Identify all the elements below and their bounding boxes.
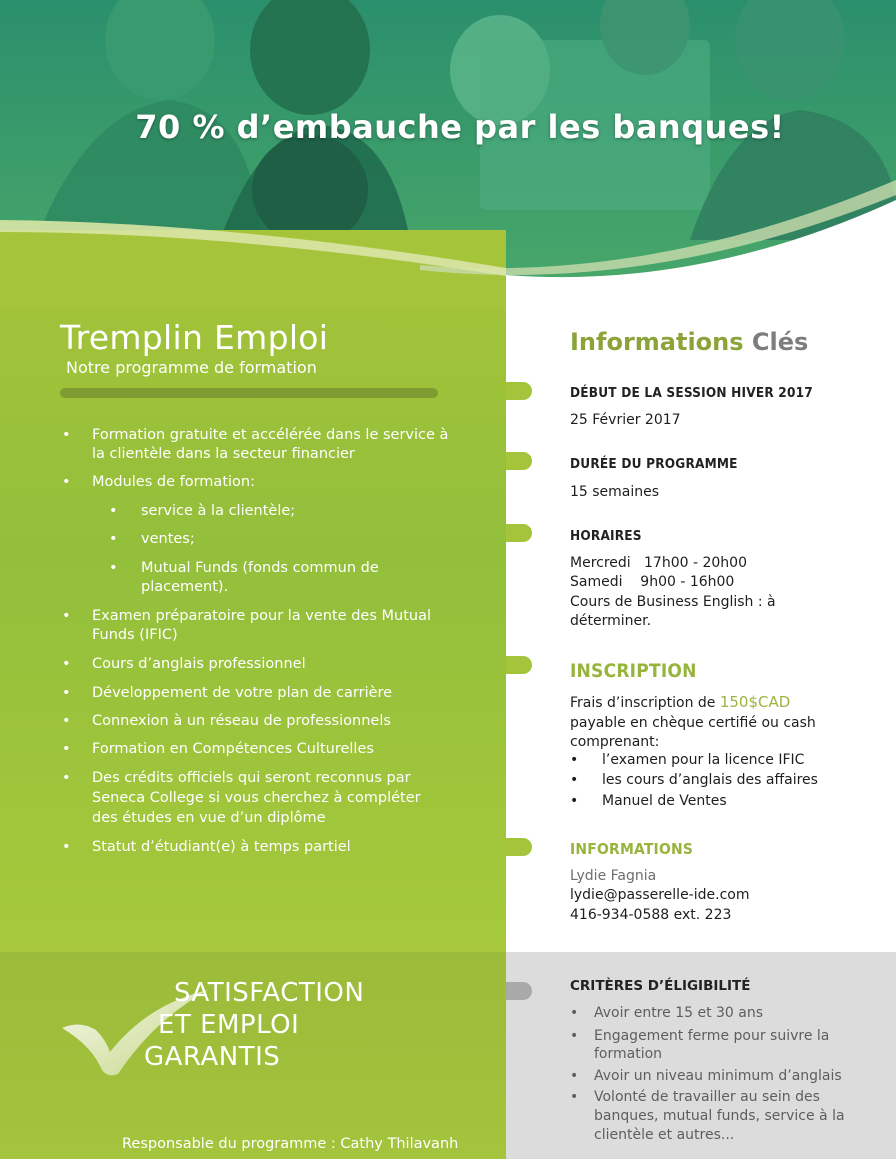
criteria-item-continued <box>594 1107 874 1127</box>
bullet: • <box>62 685 71 701</box>
criteria-heading: CRITÈRES D’ÉLIGIBILITÉ <box>570 978 751 994</box>
feature-text: la clientèle dans la secteur financier <box>92 446 355 462</box>
feature-text: Examen préparatoire pour la vente des Mutual <box>92 608 431 624</box>
feature-subitem <box>109 501 296 521</box>
feature-text: Formation en Compétences Culturelles <box>92 741 374 757</box>
duration-value: 15 semaines <box>570 484 660 500</box>
section-tab <box>506 382 532 400</box>
feature-item-continued <box>92 808 326 828</box>
feature-text: Formation gratuite et accélérée dans le service à <box>92 427 449 443</box>
criteria-item <box>570 1067 874 1087</box>
fee-amount: 150$CAD <box>719 693 791 711</box>
satisfaction-line-2: ET EMPLOI <box>158 1010 300 1040</box>
feature-item <box>62 425 449 445</box>
contact-name: Lydie Fagnia <box>570 868 657 884</box>
section-tab <box>506 452 532 470</box>
bullet: • <box>570 1068 579 1084</box>
criteria-text: Engagement ferme pour suivre la <box>594 1028 830 1044</box>
section-tab <box>506 838 532 856</box>
wave-divider <box>0 180 896 310</box>
program-title: Tremplin Emploi <box>60 318 329 357</box>
included-text: les cours d’anglais des affaires <box>602 772 818 788</box>
contact-heading: INFORMATIONS <box>570 840 694 858</box>
feature-text: des études en vue d’un diplôme <box>92 810 326 826</box>
included-text: l’examen pour la licence IFIC <box>602 752 805 768</box>
bullet: • <box>62 427 71 443</box>
feature-text: Funds (IFIC) <box>92 627 178 643</box>
criteria-text: Avoir entre 15 et 30 ans <box>594 1005 764 1021</box>
session-date: 25 Février 2017 <box>570 412 681 428</box>
schedule-line: déterminer. <box>570 613 652 629</box>
criteria-text: banques, mutual funds, service à la <box>594 1108 845 1124</box>
session-heading: DÉBUT DE LA SESSION HIVER 2017 <box>570 385 813 401</box>
bullet: • <box>62 474 71 490</box>
criteria-text: formation <box>594 1046 663 1062</box>
feature-text: service à la clientèle; <box>141 503 296 519</box>
bullet: • <box>62 839 71 855</box>
bullet: • <box>62 656 71 672</box>
hero-title: 70 % d’embauche par les banques! <box>135 108 785 146</box>
bullet: • <box>62 608 71 624</box>
bullet: • <box>570 752 579 768</box>
feature-item <box>62 472 255 492</box>
info-title-word-2: Clés <box>751 328 809 356</box>
feature-item <box>62 739 374 759</box>
feature-subitem <box>109 558 379 578</box>
feature-text: Mutual Funds (fonds commun de <box>141 560 379 576</box>
feature-text: Développement de votre plan de carrière <box>92 685 393 701</box>
schedule-line: Samedi 9h00 - 16h00 <box>570 574 735 590</box>
info-title-word-1: Informations <box>570 328 744 356</box>
feature-text: Connexion à un réseau de professionnels <box>92 713 391 729</box>
feature-text: Statut d’étudiant(e) à temps partiel <box>92 839 351 855</box>
contact-email[interactable]: lydie@passerelle-ide.com <box>570 887 750 903</box>
criteria-item <box>570 1088 874 1108</box>
bullet: • <box>570 772 579 788</box>
criteria-item <box>570 1004 874 1024</box>
feature-item <box>62 768 411 788</box>
bullet: • <box>109 531 118 547</box>
section-tab <box>506 982 532 1000</box>
feature-text: placement). <box>141 579 229 595</box>
program-manager: Responsable du programme : Cathy Thilavanh <box>122 1136 459 1152</box>
feature-item <box>62 711 391 731</box>
criteria-text: clientèle et autres... <box>594 1127 735 1143</box>
included-text: Manuel de Ventes <box>602 793 727 809</box>
bullet: • <box>62 713 71 729</box>
feature-item-continued <box>92 788 421 808</box>
feature-item <box>62 837 351 857</box>
fee-prefix: Frais d’inscription de <box>570 695 720 711</box>
bullet: • <box>570 1089 579 1105</box>
schedule-line: Cours de Business English : à <box>570 594 776 610</box>
program-subtitle: Notre programme de formation <box>66 358 317 377</box>
bullet: • <box>570 793 579 809</box>
bullet: • <box>109 560 118 576</box>
criteria-item-continued <box>594 1126 874 1146</box>
info-title <box>570 328 808 356</box>
schedule-line: Mercredi 17h00 - 20h00 <box>570 555 747 571</box>
bullet: • <box>570 1005 579 1021</box>
criteria-text: Volonté de travailler au sein des <box>594 1089 820 1105</box>
bullet: • <box>62 741 71 757</box>
section-tab <box>506 524 532 542</box>
title-underline-bar <box>60 388 438 398</box>
feature-item <box>62 683 393 703</box>
contact-phone[interactable]: 416-934-0588 ext. 223 <box>570 907 732 923</box>
feature-item <box>62 654 306 674</box>
criteria-item-continued <box>594 1045 874 1065</box>
fee-detail: payable en chèque certifié ou cash <box>570 715 816 731</box>
feature-text: Cours d’anglais professionnel <box>92 656 306 672</box>
feature-text: Modules de formation: <box>92 474 255 490</box>
schedule-heading: HORAIRES <box>570 528 642 544</box>
bullet: • <box>109 503 118 519</box>
feature-subitem <box>109 529 195 549</box>
bullet: • <box>570 1028 579 1044</box>
fee-line <box>570 693 790 714</box>
inscription-heading: INSCRIPTION <box>570 660 697 682</box>
feature-text: Seneca College si vous cherchez à compléter <box>92 790 421 806</box>
section-tab <box>506 656 532 674</box>
duration-heading: DURÉE DU PROGRAMME <box>570 456 738 472</box>
feature-text: Des crédits officiels qui seront reconnus par <box>92 770 411 786</box>
satisfaction-line-3: GARANTIS <box>144 1042 281 1072</box>
criteria-text: Avoir un niveau minimum d’anglais <box>594 1068 842 1084</box>
criteria-item <box>570 1027 874 1047</box>
feature-text: ventes; <box>141 531 195 547</box>
fee-detail: comprenant: <box>570 734 660 750</box>
feature-item <box>62 606 431 626</box>
satisfaction-line-1: SATISFACTION <box>174 978 365 1008</box>
feature-item-continued <box>92 625 178 645</box>
feature-item-continued <box>92 444 355 464</box>
bullet: • <box>62 770 71 786</box>
feature-subitem-continued <box>141 577 228 597</box>
